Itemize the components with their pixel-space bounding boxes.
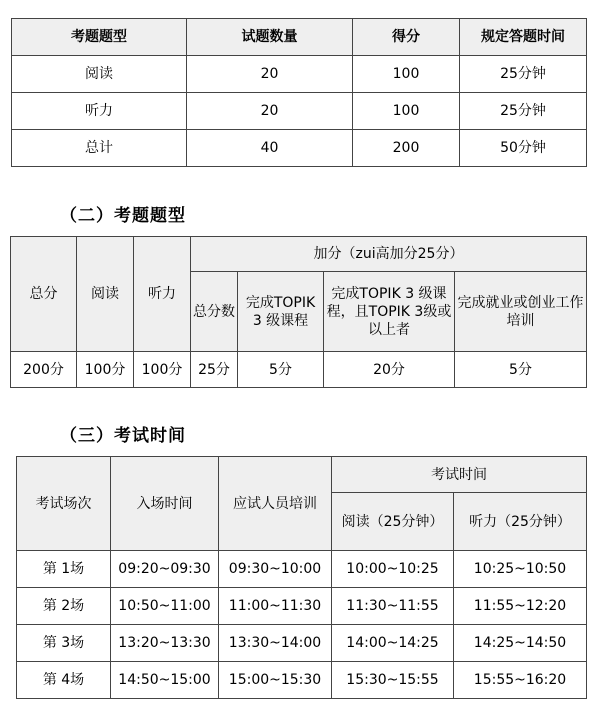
header-cell: 总分数 xyxy=(191,272,238,352)
cell: 13:30~14:00 xyxy=(219,625,332,662)
section-heading: （三）考试时间 xyxy=(60,426,186,446)
cell: 20 xyxy=(187,93,353,130)
cell: 15:00~15:30 xyxy=(219,662,332,699)
header-cell: 总分 xyxy=(11,237,77,352)
table-row xyxy=(12,93,587,130)
cell: 40 xyxy=(187,130,353,167)
table-row xyxy=(12,130,587,167)
cell: 100 xyxy=(353,93,460,130)
cell: 13:20~13:30 xyxy=(111,625,219,662)
header-cell: 完成就业或创业工作培训 xyxy=(455,272,587,352)
cell: 听力 xyxy=(12,93,187,130)
cell: 总计 xyxy=(12,130,187,167)
header-cell: 考试时间 xyxy=(332,457,587,493)
cell: 第 1场 xyxy=(17,551,111,588)
header-cell: 完成TOPIK 3 级课程，且TOPIK 3级或以上者 xyxy=(324,272,455,352)
cell: 09:30~10:00 xyxy=(219,551,332,588)
header-cell: 阅读 xyxy=(77,237,134,352)
cell: 第 2场 xyxy=(17,588,111,625)
header-cell: 入场时间 xyxy=(111,457,219,551)
section-heading: （二）考题题型 xyxy=(60,206,186,226)
cell: 09:20~09:30 xyxy=(111,551,219,588)
table-row xyxy=(12,56,587,93)
header-cell: 加分（zui高加分25分） xyxy=(191,237,587,272)
cell: 20 xyxy=(187,56,353,93)
header-cell: 规定答题时间 xyxy=(460,19,587,56)
cell: 11:30~11:55 xyxy=(332,588,454,625)
cell: 20分 xyxy=(324,352,455,388)
table-row xyxy=(11,352,587,388)
cell: 200 xyxy=(353,130,460,167)
cell: 10:25~10:50 xyxy=(454,551,587,588)
table-row xyxy=(17,662,587,699)
header-cell: 得分 xyxy=(353,19,460,56)
header-cell: 阅读（25分钟） xyxy=(332,493,454,551)
cell: 200分 xyxy=(11,352,77,388)
cell: 5分 xyxy=(455,352,587,388)
cell: 100分 xyxy=(134,352,191,388)
cell: 第 4场 xyxy=(17,662,111,699)
cell: 阅读 xyxy=(12,56,187,93)
header-cell: 试题数量 xyxy=(187,19,353,56)
cell: 11:00~11:30 xyxy=(219,588,332,625)
table-header-row xyxy=(12,19,587,56)
cell: 15:30~15:55 xyxy=(332,662,454,699)
table-header-row xyxy=(17,457,587,493)
cell: 100 xyxy=(353,56,460,93)
header-cell: 听力 xyxy=(134,237,191,352)
cell: 100分 xyxy=(77,352,134,388)
cell: 25分 xyxy=(191,352,238,388)
schedule-table xyxy=(16,456,587,699)
cell: 14:25~14:50 xyxy=(454,625,587,662)
exam-type-table xyxy=(11,18,587,167)
table-row xyxy=(17,588,587,625)
cell: 10:00~10:25 xyxy=(332,551,454,588)
cell: 10:50~11:00 xyxy=(111,588,219,625)
header-cell: 听力（25分钟） xyxy=(454,493,587,551)
cell: 25分钟 xyxy=(460,93,587,130)
cell: 25分钟 xyxy=(460,56,587,93)
cell: 5分 xyxy=(238,352,324,388)
table-row xyxy=(17,625,587,662)
header-cell: 应试人员培训 xyxy=(219,457,332,551)
score-table xyxy=(10,236,587,388)
cell: 15:55~16:20 xyxy=(454,662,587,699)
table-header-row xyxy=(11,237,587,272)
header-cell: 考试场次 xyxy=(17,457,111,551)
header-cell: 完成TOPIK 3 级课程 xyxy=(238,272,324,352)
cell: 14:00~14:25 xyxy=(332,625,454,662)
cell: 11:55~12:20 xyxy=(454,588,587,625)
cell: 50分钟 xyxy=(460,130,587,167)
table-row xyxy=(17,551,587,588)
header-cell: 考题题型 xyxy=(12,19,187,56)
cell: 14:50~15:00 xyxy=(111,662,219,699)
cell: 第 3场 xyxy=(17,625,111,662)
